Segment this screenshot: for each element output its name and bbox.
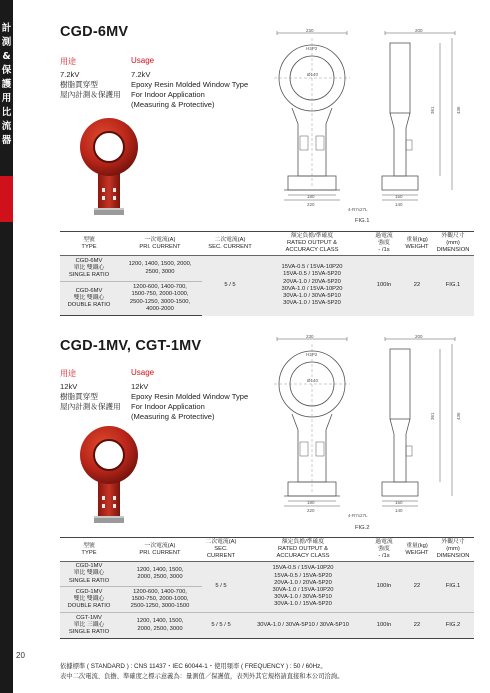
dim-label: 180: [307, 500, 315, 505]
dim-label: 4-R7x27L: [348, 513, 368, 518]
table-header-row: [60, 538, 474, 562]
dim-label: 220: [307, 202, 315, 207]
cell-rated-output: 30VA-1.0 / 30VA-5P10 / 30VA-5P10: [240, 613, 366, 639]
footnote-line: 依據標準 ( STANDARD ) : CNS 11437・IEC 60044-1・使用頻率 ( FREQUENCY ) : 50 / 60Hz。: [60, 663, 327, 670]
figure2-label: FIG.2: [355, 525, 370, 531]
page-number: 20: [16, 651, 25, 660]
product-photo-cgd1mv: [78, 424, 142, 528]
sidebar-accent: [0, 176, 13, 222]
sidebar-char: 計: [1, 23, 12, 34]
section1-desc-cn: [60, 70, 121, 100]
header-pri-current: 一次電流(A) PRI. CURRENT: [139, 542, 181, 556]
cell-type: CGD-6MV 雙比 雙鐵心 DOUBLE RATIO: [60, 282, 118, 316]
header-dimension: 外觀尺寸 (mm) DIMENSION: [436, 539, 470, 559]
dim-label: H2P2: [306, 46, 318, 51]
figure1-label: FIG.1: [355, 218, 370, 224]
table-row: [60, 256, 474, 282]
cell-weight: 22: [413, 282, 421, 289]
desc-line: For Indoor Application: [131, 402, 205, 411]
cell-weight: 22: [413, 583, 421, 590]
desc-line: Epoxy Resin Molded Window Type: [131, 392, 249, 401]
cell-dimension: FIG.2: [432, 613, 474, 639]
desc-line: 7.2kV: [60, 70, 80, 79]
cell-sec-current: 5 / 5: [224, 282, 236, 289]
section1-title: CGD-6MV: [60, 24, 129, 40]
cell-overcurrent: 100In: [376, 282, 392, 289]
dim-label: 436: [456, 412, 461, 420]
sidebar-char: 護: [1, 79, 12, 90]
dim-label: 150: [395, 500, 403, 505]
header-sec-current: 二次電流(A) SEC. CURRENT: [208, 236, 252, 250]
dim-label: 230: [306, 334, 314, 339]
header-type: 型號 TYPE: [81, 236, 97, 250]
sidebar-char: 器: [1, 135, 12, 146]
header-type: 型號 TYPE: [81, 542, 97, 556]
desc-line: Epoxy Resin Molded Window Type: [131, 80, 249, 89]
table-row: [60, 562, 474, 587]
technical-drawing-fig2: [270, 334, 466, 526]
spec-table-cgd1mv: [60, 537, 474, 639]
desc-line: 12kV: [60, 382, 78, 391]
cell-pri-current: 1200, 1400, 1500, 2000, 2500, 3000: [118, 613, 202, 639]
header-dimension: 外觀尺寸 (mm) DIMENSION: [436, 233, 470, 253]
dim-label: 200: [415, 334, 423, 339]
desc-line: 12kV: [131, 382, 149, 391]
table-row: [60, 613, 474, 639]
cell-sec-current: 5 / 5 / 5: [202, 613, 240, 639]
cell-overcurrent: 100In: [366, 613, 402, 639]
spec-table-cgd6mv: [60, 231, 474, 316]
header-weight: 重量(kg) WEIGHT: [405, 236, 429, 250]
cell-dimension: FIG.1: [445, 282, 461, 289]
section2-desc-en: [131, 382, 248, 422]
sidebar-char: 用: [1, 93, 12, 104]
dim-label: 220: [307, 508, 315, 513]
section2-usage-en: Usage: [131, 368, 155, 377]
dim-label: 230: [306, 28, 314, 33]
cell-dimension: FIG.1: [445, 583, 461, 590]
technical-drawing-fig1: [270, 28, 466, 220]
dim-label: 436: [456, 106, 461, 114]
desc-line: 屋內計測＆保護用: [60, 90, 121, 99]
cell-weight: 22: [402, 613, 432, 639]
desc-line: For Indoor Application: [131, 90, 205, 99]
desc-line: 7.2kV: [131, 70, 151, 79]
section2-desc-cn: [60, 382, 121, 412]
dim-label: 150: [395, 194, 403, 199]
cell-type: CGD-1MV 雙比 雙鐵心 DOUBLE RATIO: [60, 587, 118, 613]
dim-label: 140: [395, 508, 403, 513]
desc-line: (Measuring & Protective): [131, 100, 215, 109]
cell-pri-current: 1200, 1400, 1500, 2000, 2500, 3000: [136, 566, 184, 580]
dim-label: 4-R7x27L: [348, 207, 368, 212]
header-overcurrent: 過電流 強度 - /1s: [375, 233, 393, 253]
section1-usage-cn: 用途: [60, 57, 76, 66]
product-photo-cgd6mv: [78, 116, 142, 220]
header-rated-output: 額定負擔/準確度 RATED OUTPUT & ACCURACY CLASS: [285, 233, 339, 253]
desc-line: 屋內計測＆保護用: [60, 402, 121, 411]
header-sec-current: 二次電流(A) SEC. CURRENT: [205, 539, 237, 559]
section1-usage-en: Usage: [131, 56, 155, 65]
footnote: [60, 662, 343, 681]
dim-label: 140: [395, 202, 403, 207]
cell-pri-current: 1200-600, 1400-700, 1500-750, 2000-1000, 2500-1250, 3000-1500, 4000-2000: [118, 282, 202, 316]
dim-label: Ø140: [307, 378, 319, 383]
dim-label: H2P2: [306, 352, 318, 357]
header-weight: 重量(kg) WEIGHT: [405, 542, 429, 556]
dim-label: Ø140: [307, 72, 319, 77]
section2-usage-cn: 用途: [60, 369, 76, 378]
dim-label: 180: [307, 194, 315, 199]
footnote-line: 表中二次電流、負擔、準確度之標示意義為：量測值／保護值，表列外其它規格請直接和本公司洽詢。: [60, 672, 344, 680]
cell-type: CGD-1MV 單比 雙鐵心 SINGLE RATIO: [68, 563, 110, 584]
desc-line: (Measuring & Protective): [131, 412, 215, 421]
cell-overcurrent: 100In: [376, 583, 392, 590]
section1-desc-en: [131, 70, 248, 110]
table-header-row: [60, 232, 474, 256]
sidebar-char: 比: [1, 107, 12, 118]
desc-line: 樹脂貫穿型: [60, 80, 98, 89]
dim-label: 361: [430, 412, 435, 420]
header-rated-output: 額定負擔/準確度 RATED OUTPUT & ACCURACY CLASS: [276, 539, 330, 559]
cell-rated-output: 15VA-0.5 / 15VA-10P20 15VA-0.5 / 15VA-5P20 20VA-1.0 / 20VA-5P20 30VA-1.0 / 15VA-10P20 30VA-1.0 / 30VA-5P10 30VA-1.0 / 15VA-5P20: [281, 264, 343, 307]
sidebar-char: 測: [1, 37, 12, 48]
cell-rated-output: 15VA-0.5 / 15VA-10P20 15VA-0.5 / 15VA-5P20 20VA-1.0 / 20VA-5P20 30VA-1.0 / 15VA-10P20 30VA-1.0 / 30VA-5P10 30VA-1.0 / 15VA-5P20: [272, 565, 334, 608]
section2-title: CGD-1MV, CGT-1MV: [60, 338, 202, 354]
dim-label: 361: [430, 106, 435, 114]
sidebar-char: 流: [1, 121, 12, 132]
cell-type: CGT-1MV 單比 三鐵心 SINGLE RATIO: [60, 613, 118, 639]
sidebar-title: [0, 22, 13, 148]
sidebar-char: &: [2, 51, 11, 62]
header-pri-current: 一次電流(A) PRI. CURRENT: [139, 236, 181, 250]
desc-line: 樹脂貫穿型: [60, 392, 98, 401]
sidebar-char: 保: [1, 65, 12, 76]
cell-sec-current: 5 / 5: [215, 583, 227, 590]
header-overcurrent: 過電流 強度 - /1s: [375, 539, 393, 559]
dim-label: 200: [415, 28, 423, 33]
cell-type: CGD-6MV 單比 雙鐵心 SINGLE RATIO: [68, 257, 110, 279]
cell-pri-current: 1200-600, 1400-700, 1500-750, 2000-1000, 2500-1250, 3000-1500: [118, 587, 202, 613]
cell-pri-current: 1200, 1400, 1500, 2000, 2500, 3000: [128, 261, 192, 275]
